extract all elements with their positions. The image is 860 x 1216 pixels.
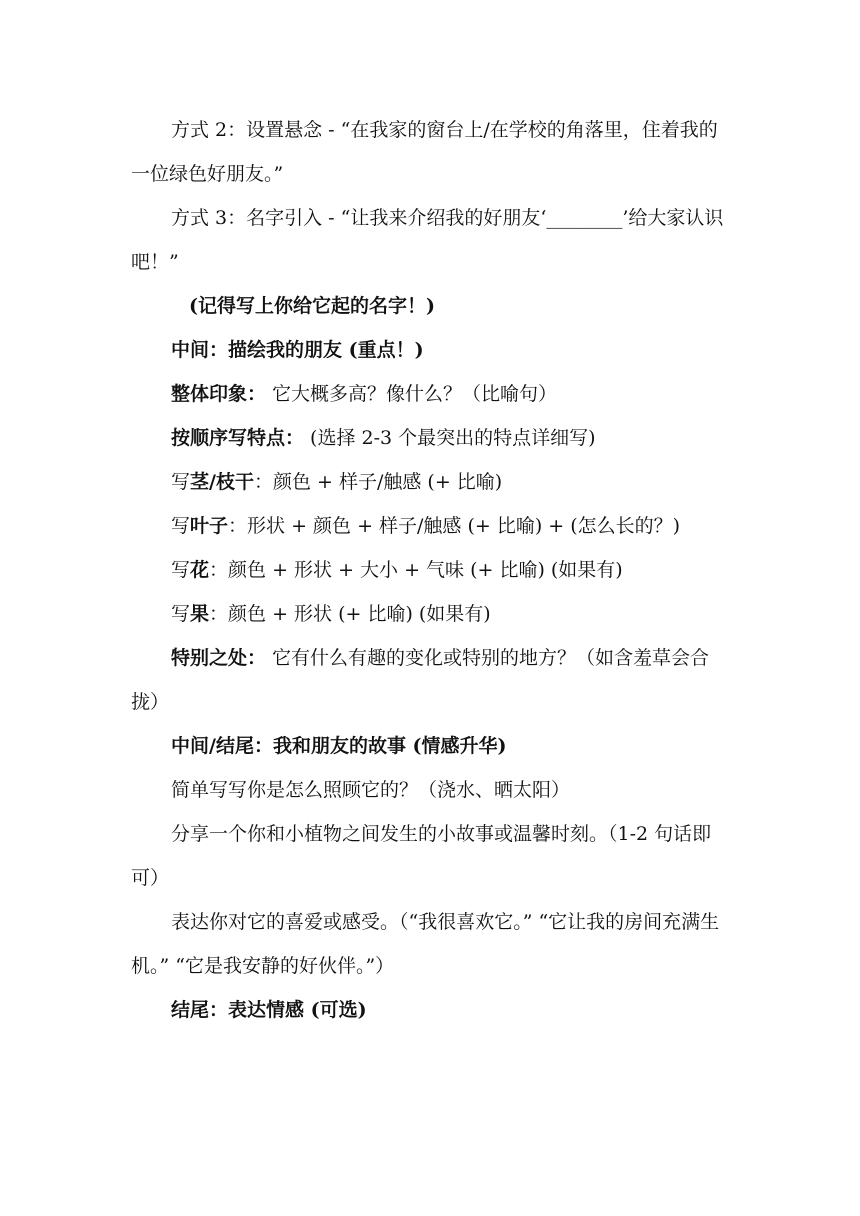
label-overall-impression: 整体印象： xyxy=(171,383,267,405)
label-features-order: 按顺序写特点： xyxy=(171,427,305,449)
prefix-fruit: 写 xyxy=(171,603,191,625)
paragraph-share-story: 分享一个你和小植物之间发生的小故事或温馨时刻。（1-2 句话即可） xyxy=(131,823,712,889)
text-leaves: ：形状 + 颜色 + 样子/触感 (+ 比喻) + (怎么长的？) xyxy=(228,515,681,537)
paragraph-flower xyxy=(131,548,731,592)
text-features-order: (选择 2-3 个最突出的特点详细写) xyxy=(304,427,596,449)
text-overall-impression: 它大概多高？像什么？（比喻句） xyxy=(266,383,558,405)
paragraph-features-order xyxy=(131,416,731,460)
text-fruit: ：颜色 + 形状 (+ 比喻) (如果有) xyxy=(209,603,491,625)
paragraph-special xyxy=(131,636,731,724)
text-special: 它有什么有趣的变化或特别的地方？（如含羞草会合拢） xyxy=(131,647,710,713)
text-flower: ：颜色 + 形状 + 大小 + 气味 (+ 比喻) (如果有) xyxy=(209,559,623,581)
paragraph-care: 简单写写你是怎么照顾它的？（浇水、晒太阳） xyxy=(171,779,571,801)
paragraph-fruit xyxy=(131,592,731,636)
paragraph-method-2: 方式 2：设置悬念 - “在我家的窗台上/在学校的角落里，住着我的一位绿色好朋友。” xyxy=(131,119,718,185)
note-remember-name: (记得写上你给它起的名字！) xyxy=(189,295,435,317)
label-flower: 花 xyxy=(190,559,210,581)
paragraph-leaves xyxy=(131,504,731,548)
label-stem: 茎/枝干 xyxy=(190,471,254,493)
heading-story: 中间/结尾：我和朋友的故事 (情感升华) xyxy=(171,735,507,757)
heading-ending: 结尾：表达情感 (可选) xyxy=(171,999,367,1021)
paragraph-stem xyxy=(131,460,731,504)
paragraph-overall-impression xyxy=(131,372,731,416)
prefix-stem: 写 xyxy=(171,471,191,493)
paragraph-express-love: 表达你对它的喜爱或感受。（“我很喜欢它。” “它让我的房间充满生机。” “它是我安静的好伙伴。”） xyxy=(131,911,720,977)
text-stem: ：颜色 + 样子/触感 (+ 比喻) xyxy=(253,471,503,493)
heading-middle-describe: 中间：描绘我的朋友 (重点！) xyxy=(171,339,424,361)
label-special: 特别之处： xyxy=(171,647,267,669)
prefix-leaves: 写 xyxy=(171,515,191,537)
prefix-flower: 写 xyxy=(171,559,191,581)
document-page xyxy=(131,108,731,1032)
label-fruit: 果 xyxy=(190,603,210,625)
label-leaves: 叶子 xyxy=(190,515,229,537)
paragraph-method-3: 方式 3：名字引入 - “让我来介绍我的好朋友‘________’给大家认识吧！” xyxy=(131,207,724,273)
